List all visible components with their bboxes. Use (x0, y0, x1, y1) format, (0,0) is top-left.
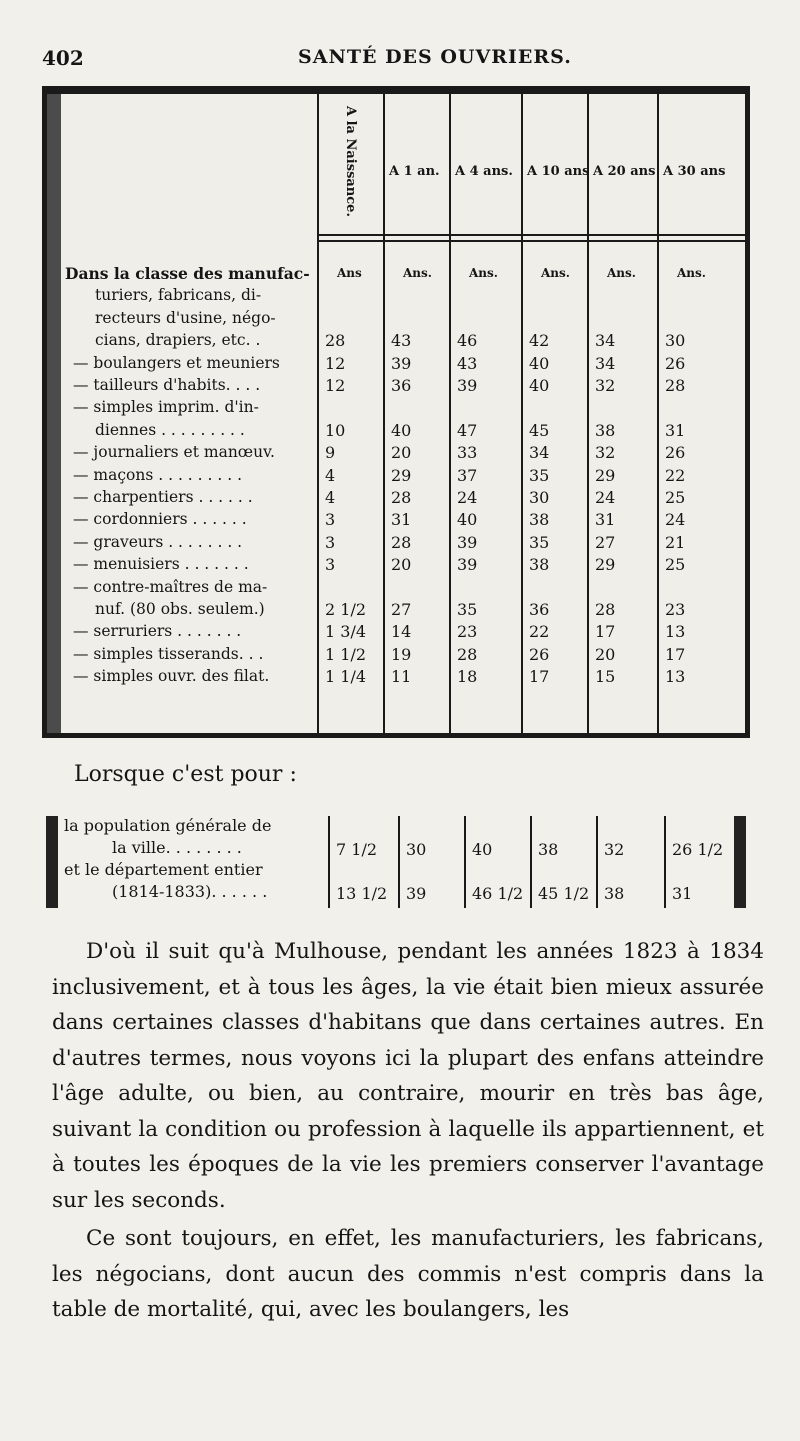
column-rule (596, 816, 598, 908)
table-cell: 26 (529, 644, 550, 664)
table-cell: 40 (391, 420, 412, 440)
table-cell: 28 (595, 600, 616, 619)
table-cell: 26 (665, 443, 686, 463)
table-cell: 40 (529, 376, 550, 395)
row-label: (1814-1833). . . . . . (112, 882, 268, 901)
table-cell: 37 (457, 465, 478, 485)
table-cell: 17 (665, 644, 686, 664)
table-cell: 27 (595, 532, 616, 552)
table-cell: 24 (595, 488, 616, 507)
column-rule (521, 94, 523, 734)
column-rule (449, 94, 451, 734)
table-cell: 3 (325, 555, 336, 575)
table-cell: 15 (595, 667, 616, 687)
table-cell: 33 (457, 443, 478, 463)
table-cell: 26 (665, 353, 686, 373)
table-cell: 43 (391, 331, 412, 351)
table-cell: 7 1/2 (336, 840, 378, 859)
table-cell: 28 (391, 488, 412, 507)
table-cell: 35 (457, 600, 478, 619)
table-cell: 34 (529, 443, 550, 463)
table-cell: 47 (457, 420, 478, 440)
table-cell: 20 (595, 644, 616, 664)
row-label: et le département entier (64, 860, 263, 879)
row-label: — journaliers et manœuv. (73, 443, 275, 462)
row-label: diennes . . . . . . . . . (95, 420, 245, 439)
row-label: — menuisiers . . . . . . . (73, 555, 249, 574)
table-cell: 20 (391, 443, 412, 463)
column-rule (657, 94, 659, 734)
table-cell: 3 (325, 532, 336, 552)
table-cell: 28 (325, 331, 346, 351)
column-rule (317, 94, 319, 734)
row-label: — simples tisserands. . . (73, 644, 264, 663)
table-cell: 1 3/4 (325, 622, 367, 642)
table-cell: 25 (665, 488, 686, 507)
table-cell: 39 (391, 353, 412, 373)
summary-table (46, 812, 748, 912)
column-rule (398, 816, 400, 908)
lorsque-heading: Lorsque c'est pour : (74, 762, 297, 787)
table-cell: 31 (672, 884, 693, 903)
table-cell: 17 (595, 622, 616, 642)
row-label: turiers, fabricans, di- (95, 286, 262, 305)
unit-label: Ans. (469, 266, 498, 280)
table-cell: 24 (457, 488, 478, 507)
table-cell: 34 (595, 353, 616, 373)
table-cell: 40 (457, 510, 478, 530)
table-cell: 17 (529, 667, 550, 687)
row-label: — boulangers et meuniers (73, 353, 280, 372)
table-cell: 4 (325, 465, 336, 485)
table-cell: 28 (457, 644, 478, 664)
table-cell: 27 (391, 600, 412, 619)
table-left-border (47, 94, 61, 733)
table-cell: 19 (391, 644, 412, 664)
table-cell: 40 (472, 840, 493, 859)
unit-label: Ans. (607, 266, 636, 280)
table-cell: 12 (325, 353, 346, 373)
table-cell: 25 (665, 555, 686, 575)
table-cell: 22 (529, 622, 550, 642)
table-cell: 38 (538, 840, 559, 859)
column-rule (328, 816, 330, 908)
page-header (40, 40, 750, 80)
table-cell: 28 (665, 376, 686, 395)
table-cell: 30 (529, 488, 550, 507)
mortality-table (42, 86, 750, 738)
row-label: — contre-maîtres de ma- (73, 577, 268, 596)
table-cell: 39 (406, 884, 427, 903)
row-label: — charpentiers . . . . . . (73, 488, 253, 506)
table-cell: 43 (457, 353, 478, 373)
table-cell: 23 (457, 622, 478, 642)
table-cell: 1 1/4 (325, 667, 367, 687)
table-cell: 13 1/2 (336, 884, 388, 903)
col-header: A 1 an. (389, 164, 440, 179)
table-cell: 21 (665, 532, 686, 552)
col-header: A 10 ans (527, 164, 590, 179)
col-header: A 30 ans (663, 164, 726, 179)
table-cell: 32 (595, 376, 616, 395)
table-cell: 10 (325, 420, 346, 440)
column-rule (664, 816, 666, 908)
table-cell: 4 (325, 488, 336, 507)
table-cell: 29 (595, 555, 616, 575)
header-rule (319, 240, 745, 242)
unit-label: Ans. (403, 266, 432, 280)
unit-label: Ans. (541, 266, 570, 280)
table-cell: 14 (391, 622, 412, 642)
table-cell: 45 (529, 420, 550, 440)
table-cell: 3 (325, 510, 336, 530)
column-rule (383, 94, 385, 734)
table-cell: 39 (457, 532, 478, 552)
row-label: — simples imprim. d'in- (73, 398, 259, 417)
table-cell: 31 (391, 510, 412, 530)
table-cell: 35 (529, 532, 550, 552)
row-label: — simples ouvr. des filat. (73, 667, 270, 686)
table-cell: 13 (665, 667, 686, 687)
table-cell: 31 (595, 510, 616, 530)
row-label: — cordonniers . . . . . . (73, 510, 247, 529)
table-cell: 24 (665, 510, 686, 530)
row-label: — serruriers . . . . . . . (73, 622, 242, 641)
page-number: 402 (42, 46, 84, 70)
table-cell: 30 (406, 840, 427, 859)
table-cell: 29 (595, 465, 616, 485)
table-cell: 36 (529, 600, 550, 619)
table-cell: 31 (665, 420, 686, 440)
table-cell: 12 (325, 376, 346, 395)
col-header-birth: A la Naissance. (343, 106, 358, 217)
table-cell: 13 (665, 622, 686, 642)
table-cell: 20 (391, 555, 412, 575)
table-cell: 18 (457, 667, 478, 687)
summary-table-left-bar (46, 816, 58, 908)
table-cell: 32 (604, 840, 625, 859)
row-label: cians, drapiers, etc. . (95, 331, 261, 350)
table-cell: 34 (595, 331, 616, 351)
table-cell: 38 (529, 555, 550, 575)
table-cell: 11 (391, 667, 412, 687)
table-cell: 30 (665, 331, 686, 351)
paragraph-1: D'où il suit qu'à Mulhouse, pendant les années 1823 à 1834 inclusivement, et à tous les âges, la vie était bien mieux assurée dans certaines classes d'habitans que dans certaines autres. En d'autres termes, nous voyons ici la plupart des enfans atteindre l'âge adulte, ou bien, au contraire, mourir en très bas âge, suivant la condition ou profession à laquelle ils appartiennent, et à toutes les époques de la vie les premiers conserver l'avantage sur les seconds. (52, 939, 764, 1213)
body-text (52, 934, 764, 1328)
table-cell: 2 1/2 (325, 600, 367, 619)
table-cell: 38 (595, 420, 616, 440)
row-label: — graveurs . . . . . . . . (73, 532, 243, 551)
table-cell: 22 (665, 465, 686, 485)
table-cell: 38 (529, 510, 550, 530)
table-cell: 9 (325, 443, 336, 463)
table-cell: 39 (457, 555, 478, 575)
table-cell: 45 1/2 (538, 884, 590, 903)
paragraph-2: Ce sont toujours, en effet, les manufacturiers, les fabricans, les négocians, dont aucun des commis n'est compris dans la table de mortalité, qui, avec les boulangers, les (52, 1226, 764, 1322)
column-rule (464, 816, 466, 908)
row-label: recteurs d'usine, négo- (95, 308, 276, 327)
table-cell: 1 1/2 (325, 644, 367, 664)
running-title: SANTÉ DES OUVRIERS. (298, 46, 572, 68)
row-label: — maçons . . . . . . . . . (73, 465, 243, 484)
table-cell: 28 (391, 532, 412, 552)
table-cell: 35 (529, 465, 550, 485)
table-cell: 38 (604, 884, 625, 903)
table-cell: 23 (665, 600, 686, 619)
row-label: la population générale de (64, 816, 272, 835)
table-cell: 29 (391, 465, 412, 485)
header-rule (319, 234, 745, 236)
unit-label: Ans. (677, 266, 706, 280)
row-label: — tailleurs d'habits. . . . (73, 376, 261, 394)
row-label: Dans la classe des manufac- (65, 264, 310, 283)
col-header: A 4 ans. (455, 164, 513, 179)
column-rule (530, 816, 532, 908)
table-cell: 46 (457, 331, 478, 351)
unit-label: Ans (337, 266, 362, 280)
row-label: la ville. . . . . . . . (112, 838, 242, 857)
table-cell: 39 (457, 376, 478, 395)
table-cell: 36 (391, 376, 412, 395)
col-header: A 20 ans (593, 164, 656, 179)
summary-table-right-bar (734, 816, 746, 908)
table-cell: 32 (595, 443, 616, 463)
table-cell: 46 1/2 (472, 884, 524, 903)
row-label: nuf. (80 obs. seulem.) (95, 600, 265, 618)
table-cell: 26 1/2 (672, 840, 724, 859)
table-cell: 40 (529, 353, 550, 373)
table-cell: 42 (529, 331, 550, 351)
column-rule (587, 94, 589, 734)
